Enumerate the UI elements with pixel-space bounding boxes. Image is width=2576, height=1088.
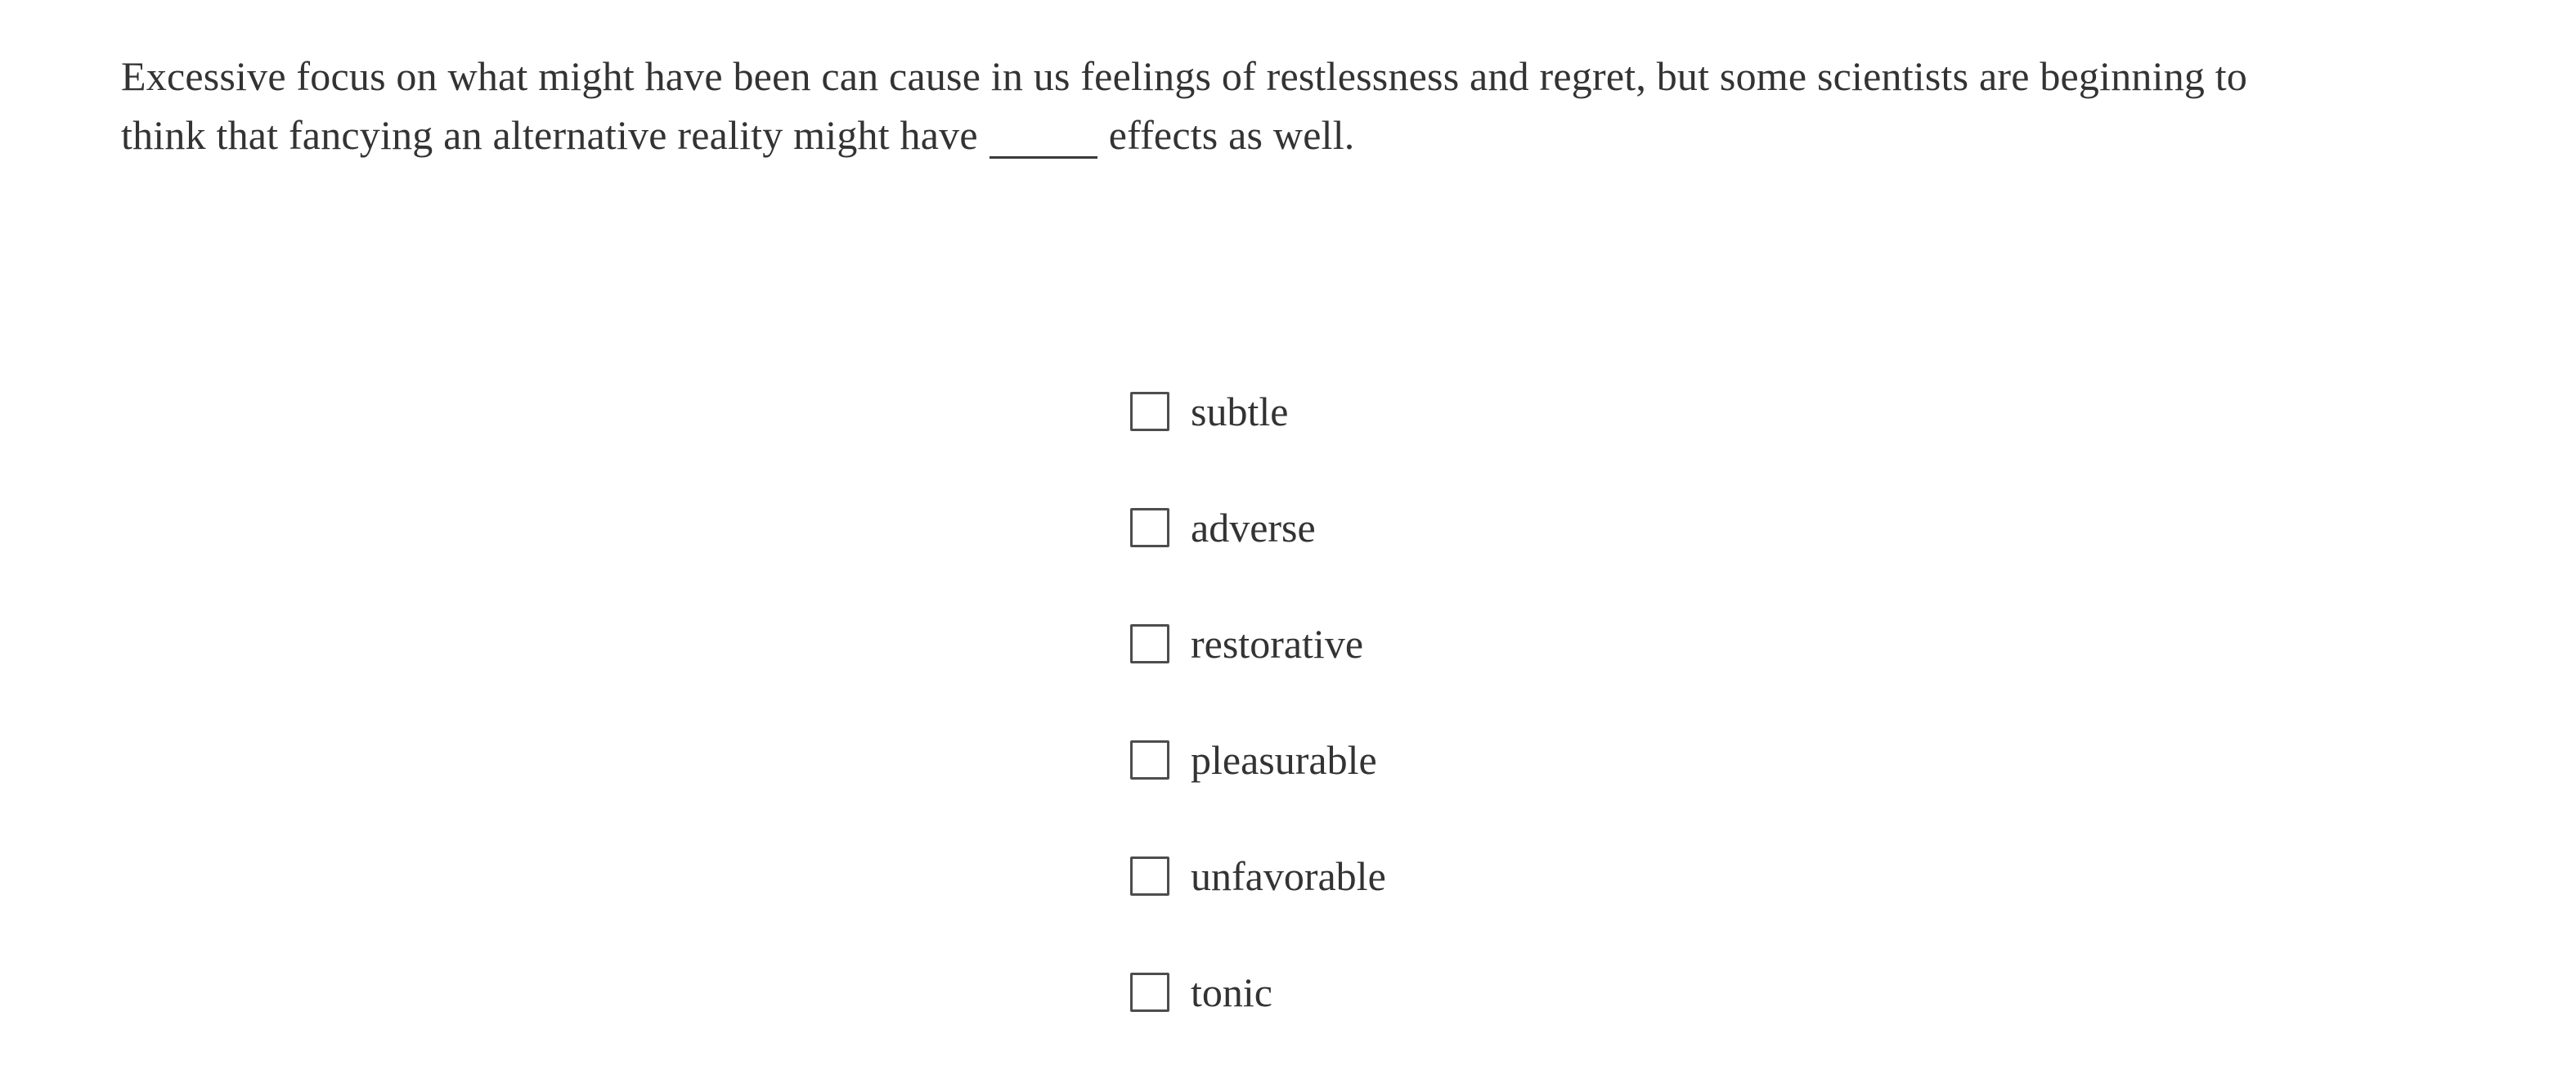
question-text bbox=[121, 47, 2247, 164]
option-row-restorative[interactable] bbox=[1130, 621, 1386, 667]
option-row-pleasurable[interactable] bbox=[1130, 737, 1386, 783]
question-line-2-before: think that fancying an alternative reality might have bbox=[121, 112, 978, 158]
option-label[interactable]: pleasurable bbox=[1191, 737, 1377, 783]
option-checkbox[interactable] bbox=[1130, 624, 1169, 663]
option-label[interactable]: adverse bbox=[1191, 505, 1316, 551]
options-list bbox=[1130, 391, 1386, 1088]
option-checkbox[interactable] bbox=[1130, 392, 1169, 431]
option-checkbox[interactable] bbox=[1130, 740, 1169, 780]
option-checkbox[interactable] bbox=[1130, 973, 1169, 1012]
question-line-1: Excessive focus on what might have been can cause in us feelings of restlessness and regret, but some scientists are beginning to bbox=[121, 53, 2248, 99]
option-label[interactable]: unfavorable bbox=[1191, 853, 1386, 899]
option-checkbox[interactable] bbox=[1130, 508, 1169, 547]
question-line-2-after: effects as well. bbox=[1108, 112, 1355, 158]
option-row-adverse[interactable] bbox=[1130, 505, 1386, 551]
option-label[interactable]: tonic bbox=[1191, 969, 1272, 1015]
option-row-unfavorable[interactable] bbox=[1130, 853, 1386, 899]
option-row-subtle[interactable] bbox=[1130, 391, 1386, 432]
answer-blank bbox=[990, 156, 1097, 159]
option-label[interactable]: subtle bbox=[1191, 389, 1289, 434]
option-row-tonic[interactable] bbox=[1130, 969, 1386, 1015]
option-label[interactable]: restorative bbox=[1191, 621, 1364, 667]
question-line-2 bbox=[121, 106, 2247, 164]
option-checkbox[interactable] bbox=[1130, 856, 1169, 896]
